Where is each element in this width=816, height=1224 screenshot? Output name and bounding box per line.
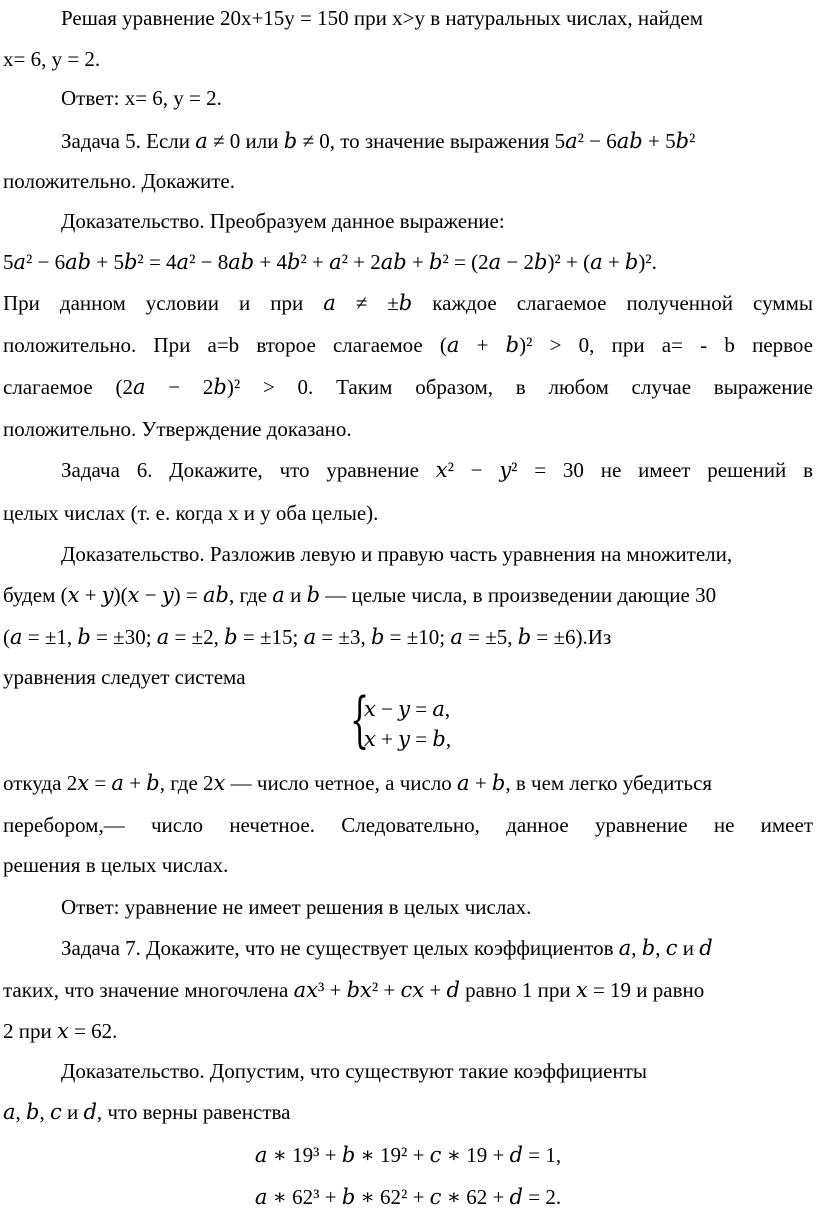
system-row: 𝑥 − 𝑦 = 𝑎,	[364, 697, 451, 721]
proof-heading: Доказательство. Разложив левую и правую часть уравнения на множители,	[61, 542, 733, 566]
text-line: положительно. При a=b второе слагаемое (𝑎 + 𝑏)² > 0, при a= - b первое	[3, 333, 813, 357]
text-line: уравнения следует система	[3, 665, 246, 689]
equation-line: 𝑎 ∗ 19³ + 𝑏 ∗ 19² + 𝑐 ∗ 19 + 𝑑 = 1,	[254, 1143, 562, 1167]
equation-line: 𝑎 ∗ 62³ + 𝑏 ∗ 62² + 𝑐 ∗ 62 + 𝑑 = 2.	[254, 1185, 562, 1209]
formula-line: (𝑎 = ±1, 𝑏 = ±30; 𝑎 = ±2, 𝑏 = ±15; 𝑎 = ±3, 𝑏 = ±10; 𝑎 = ±5, 𝑏 = ±6).Из	[3, 625, 612, 649]
text-line: слагаемое (2𝑎 − 2𝑏)² > 0. Таким образом, в любом случае выражение	[3, 375, 813, 399]
text-line: При данном условии и при 𝑎 ≠ ±𝑏 каждое слагаемое полученной суммы	[3, 291, 813, 315]
text-line: положительно. Утверждение доказано.	[3, 417, 352, 441]
answer-line: Ответ: x= 6, y = 2.	[61, 86, 222, 110]
system-row: 𝑥 + 𝑦 = 𝑏,	[364, 727, 452, 751]
text-line: x= 6, y = 2.	[3, 47, 101, 71]
problem-7-statement: Задача 7. Докажите, что не существует целых коэффициентов 𝑎, 𝑏, 𝑐 и 𝑑	[61, 936, 713, 960]
problem-6-statement: Задача 6. Докажите, что уравнение 𝑥² − 𝑦² = 30 не имеет решений в	[61, 458, 813, 482]
text-line: Решая уравнение 20x+15y = 150 при x>y в натуральных числах, найдем	[61, 6, 703, 30]
text-line: 2 при 𝑥 = 62.	[3, 1019, 118, 1043]
proof-heading: Доказательство. Преобразуем данное выражение:	[61, 209, 505, 233]
text-line: 𝑎, 𝑏, 𝑐 и 𝑑, что верны равенства	[3, 1100, 291, 1124]
proof-heading: Доказательство. Допустим, что существуют такие коэффициенты	[61, 1059, 648, 1083]
brace-glyph: {	[350, 685, 370, 755]
text-line: таких, что значение многочлена 𝑎𝑥³ + 𝑏𝑥² + 𝑐𝑥 + 𝑑 равно 1 при 𝑥 = 19 и равно	[3, 978, 705, 1002]
text-line: откуда 2𝑥 = 𝑎 + 𝑏, где 2𝑥 — число четное, а число 𝑎 + 𝑏, в чем легко убедиться	[3, 771, 713, 795]
text-line: решения в целых числах.	[3, 853, 229, 877]
answer-line: Ответ: уравнение не имеет решения в целых числах.	[61, 895, 532, 919]
text-line: будем (𝑥 + 𝑦)(𝑥 − 𝑦) = 𝑎𝑏, где 𝑎 и 𝑏 — целые числа, в произведении дающие 30	[3, 583, 717, 607]
formula-line: 5𝑎² − 6𝑎𝑏 + 5𝑏² = 4𝑎² − 8𝑎𝑏 + 4𝑏² + 𝑎² + 2𝑎𝑏 + 𝑏² = (2𝑎 − 2𝑏)² + (𝑎 + 𝑏)².	[3, 250, 657, 274]
text-line: перебором,— число нечетное. Следовательно, данное уравнение не имеет	[3, 813, 813, 837]
text-line: положительно. Докажите.	[3, 169, 235, 193]
problem-5-statement: Задача 5. Если 𝑎 ≠ 0 или 𝑏 ≠ 0, то значение выражения 5𝑎² − 6𝑎𝑏 + 5𝑏²	[61, 129, 696, 153]
text-line: целых числах (т. е. когда х и у оба целые).	[3, 501, 379, 525]
